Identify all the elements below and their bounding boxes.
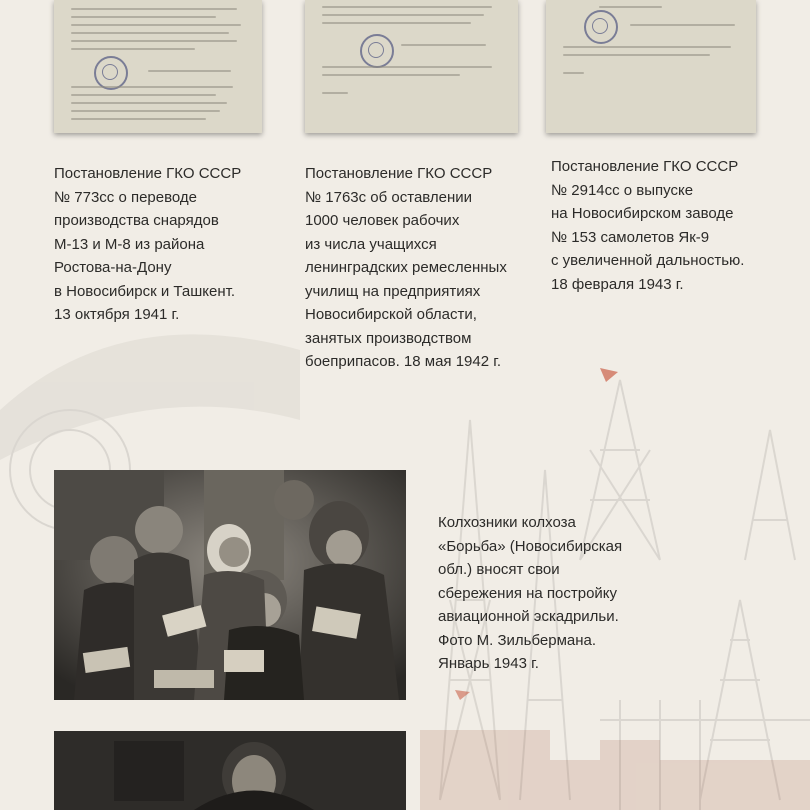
- seal-stamp: [584, 10, 618, 44]
- document-caption-773ss: Постановление ГКО СССР № 773сс о переводе производства снарядов М-13 и М-8 из района Ростова-на-Дону в Новосибирск и Ташкент. 13 октября 1941 г.: [54, 165, 242, 323]
- document-image-773ss: [54, 0, 262, 133]
- document-image-1763s: [305, 0, 518, 133]
- seal-stamp: [360, 34, 394, 68]
- document-caption-1763s: Постановление ГКО СССР № 1763с об оставлении 1000 человек рабочих из числа учащихся ленинградских ремесленных училищ на предприятиях Новосибирской области, занятых производством боеприпасов. 18 мая 1942 г.: [305, 165, 507, 370]
- document-image-2914ss: [546, 0, 756, 133]
- photo-illustration: [54, 731, 406, 810]
- photo-collective-farmers: [54, 470, 406, 700]
- flag-icon: [600, 368, 618, 382]
- seal-stamp: [94, 56, 128, 90]
- photo-caption-collective-farmers: Колхозники колхоза «Борьба» (Новосибирская обл.) вносят свои сбережения на постройку авиационной эскадрильи. Фото М. Зильбермана. Январь 1943 г.: [438, 514, 623, 672]
- photo-illustration: [54, 470, 406, 700]
- document-caption-2914ss: Постановление ГКО СССР № 2914сс о выпуске на Новосибирском заводе № 153 самолетов Як-9 с увеличенной дальностью. 18 февраля 1943 г.: [551, 158, 745, 293]
- photo-worker: [54, 731, 406, 810]
